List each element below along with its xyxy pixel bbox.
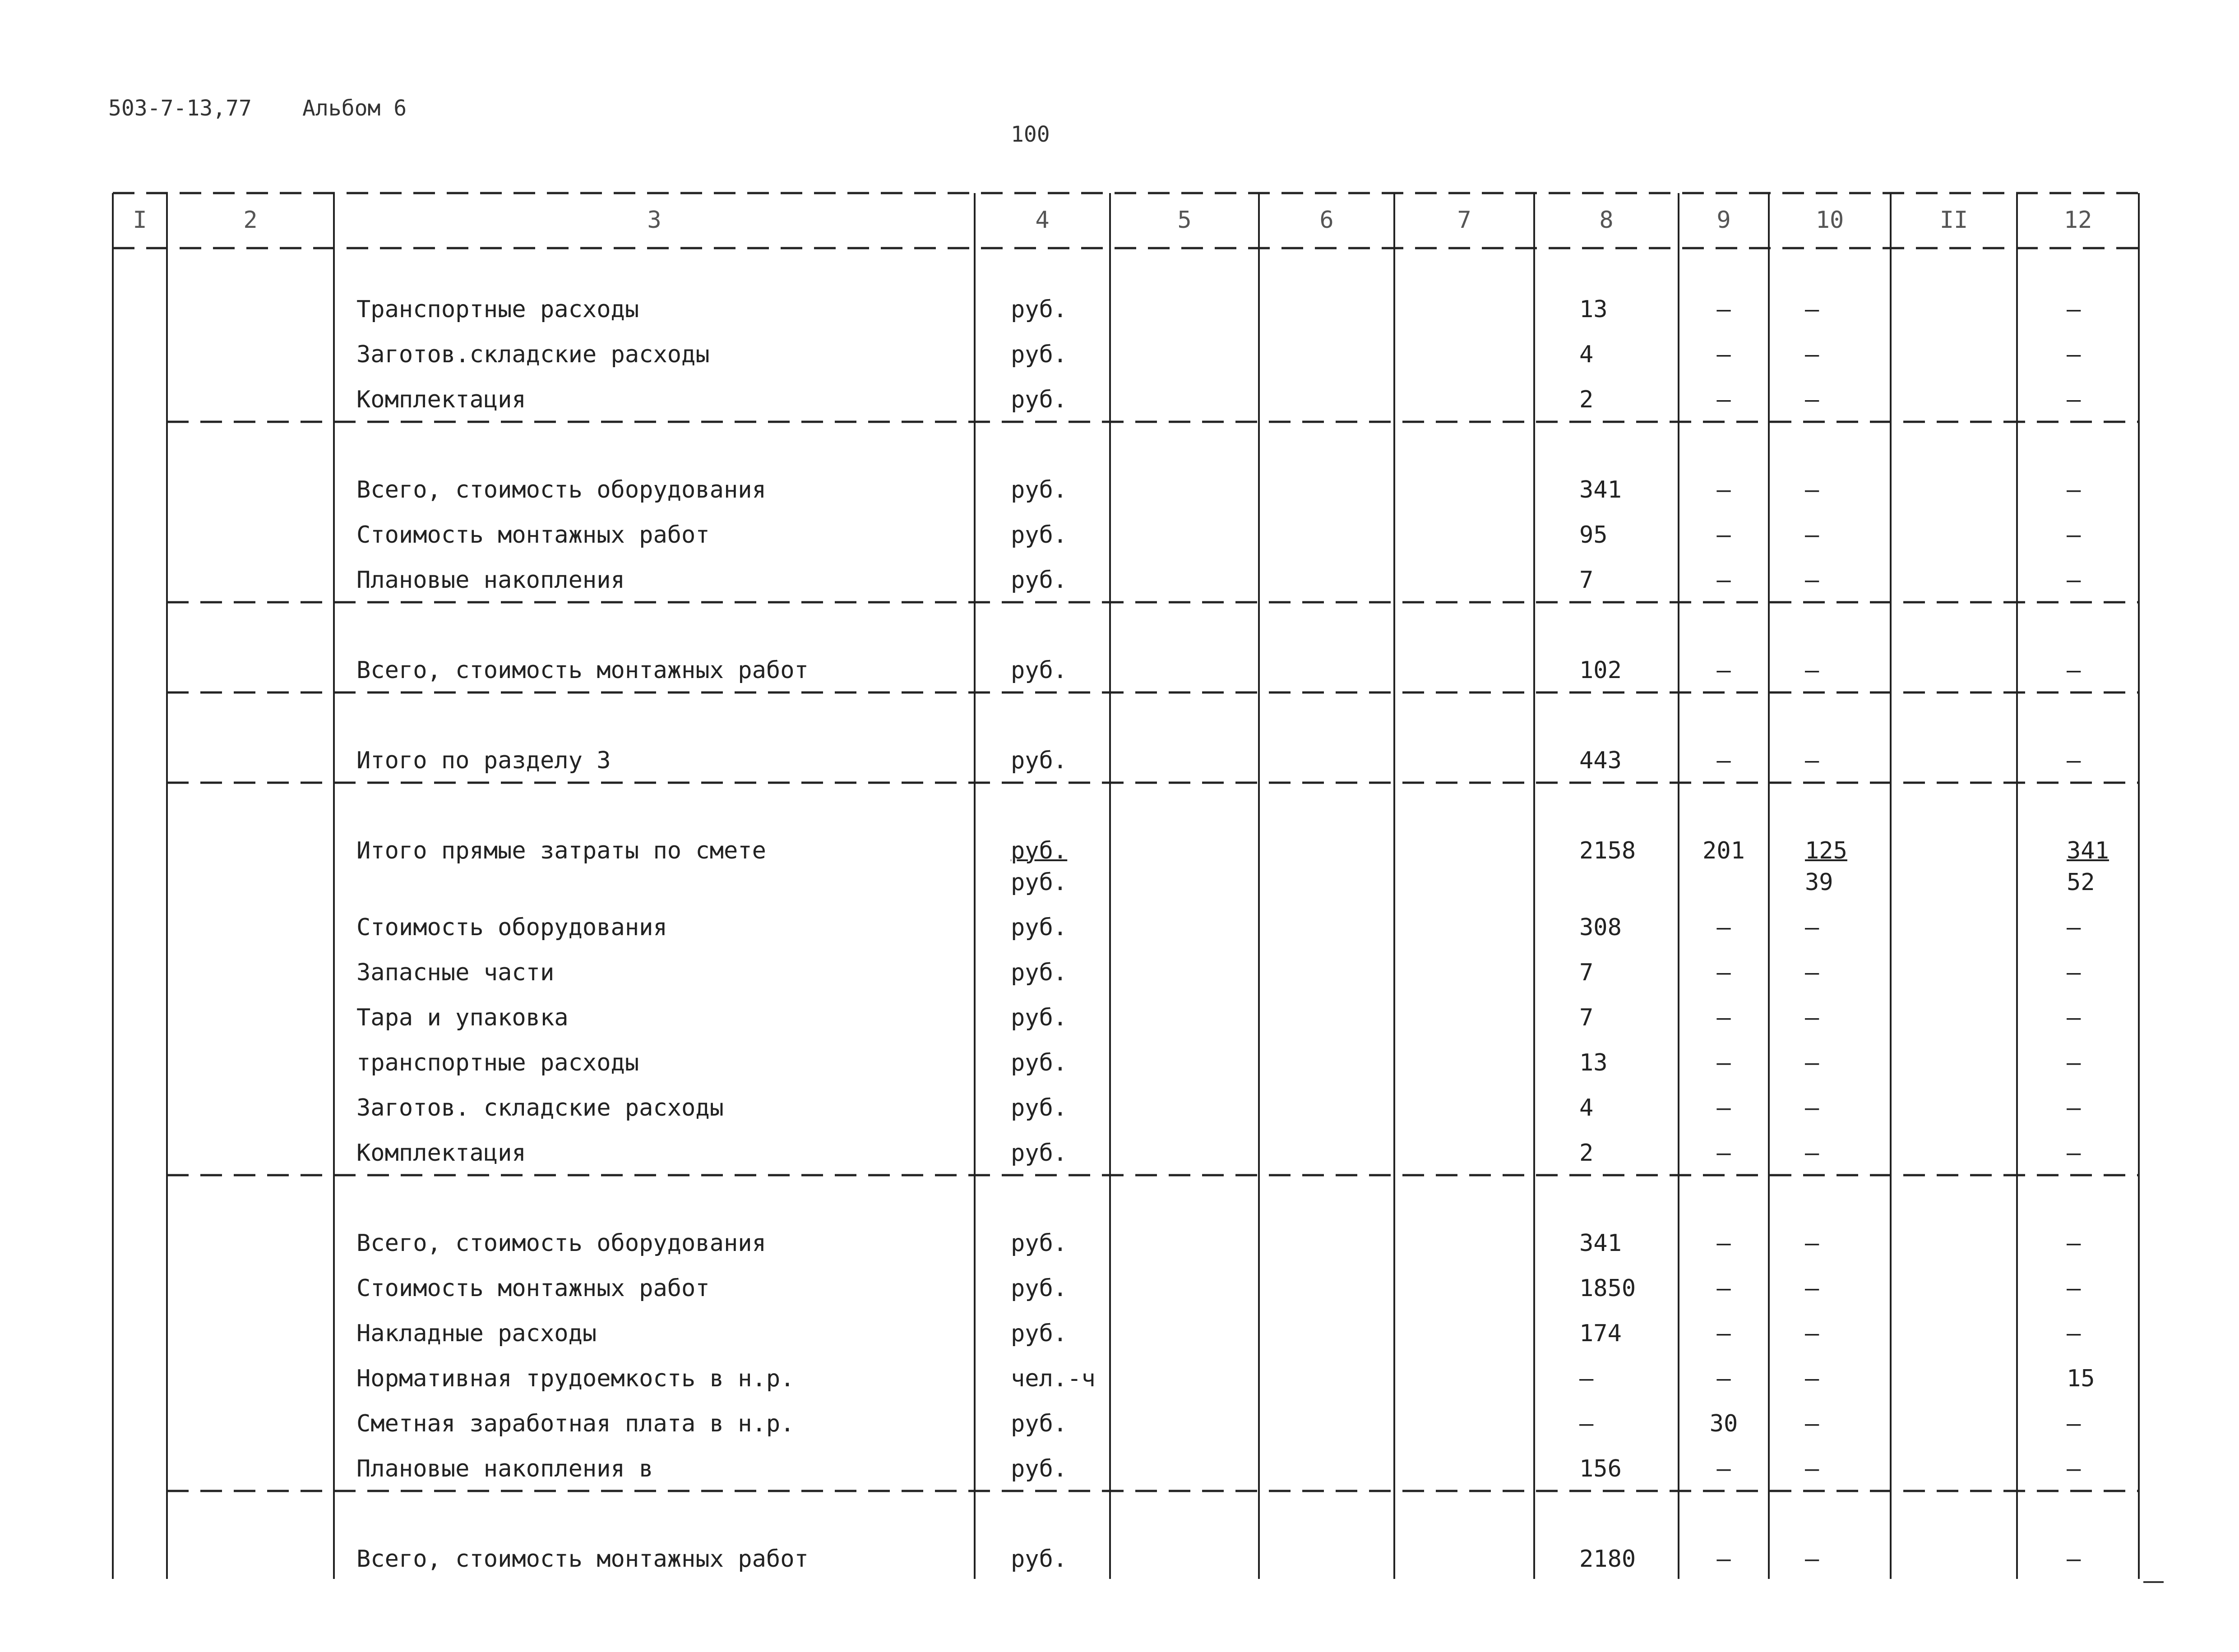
item-name: Плановые накопления — [356, 567, 625, 594]
col9-value: – — [1716, 959, 1731, 986]
col8-value: 4 — [1579, 1094, 1594, 1121]
page-end-mark — [2143, 1581, 2164, 1583]
col12-value: – — [2067, 1230, 2081, 1257]
col8-value: 2180 — [1579, 1546, 1636, 1573]
col9-value: – — [1716, 567, 1731, 594]
col10-value: – — [1805, 1004, 1819, 1031]
col9-value: – — [1716, 1365, 1731, 1392]
col8-value: 341 — [1579, 1230, 1622, 1257]
unit-cell: руб. — [1011, 914, 1068, 941]
col9-value: – — [1716, 1275, 1731, 1302]
col10-value: – — [1805, 1094, 1819, 1121]
col12-value: – — [2067, 1320, 2081, 1347]
col10-value: 125 — [1805, 837, 1847, 864]
col8-value: 2 — [1579, 1140, 1594, 1167]
col8-value: 95 — [1579, 521, 1608, 549]
item-name: Тара и упаковка — [356, 1004, 569, 1031]
col10-value: – — [1805, 1410, 1819, 1437]
col12-value: – — [2067, 386, 2081, 413]
unit-cell: руб. — [1011, 837, 1068, 864]
col10-value: – — [1805, 476, 1819, 503]
item-name: Итого прямые затраты по смете — [356, 837, 766, 864]
item-name: Комплектация — [356, 386, 526, 413]
unit-cell: руб. — [1011, 1410, 1068, 1437]
col10-value: – — [1805, 521, 1819, 549]
col9-value: – — [1716, 1230, 1731, 1257]
col8-value: – — [1579, 1410, 1594, 1437]
unit-cell: руб. — [1011, 1094, 1068, 1121]
item-name: Заготов. складские расходы — [356, 1094, 724, 1121]
column-number: 10 — [1815, 207, 1844, 234]
col10-value: – — [1805, 914, 1819, 941]
col9-value: – — [1716, 476, 1731, 503]
col12-value: – — [2067, 521, 2081, 549]
item-name: Итого по разделу 3 — [356, 747, 611, 774]
col9-value: – — [1716, 1546, 1731, 1573]
unit-cell: руб. — [1011, 1275, 1068, 1302]
col8-value: 156 — [1579, 1455, 1622, 1482]
item-name: Накладные расходы — [356, 1320, 597, 1347]
col10-value: – — [1805, 959, 1819, 986]
col12-value: 52 — [2067, 869, 2095, 896]
col10-value: – — [1805, 1365, 1819, 1392]
col10-value: – — [1805, 1546, 1819, 1573]
col12-value: – — [2067, 747, 2081, 774]
col10-value: – — [1805, 1455, 1819, 1482]
column-number: 4 — [1035, 207, 1050, 234]
col12-value: – — [2067, 476, 2081, 503]
column-number: 8 — [1599, 207, 1614, 234]
col12-value: – — [2067, 1546, 2081, 1573]
document-code: 503-7-13,77 — [108, 96, 252, 121]
unit-cell: руб. — [1011, 476, 1068, 503]
col8-value: 1850 — [1579, 1275, 1636, 1302]
item-name: Запасные части — [356, 959, 555, 986]
unit-cell: руб. — [1011, 657, 1068, 684]
col12-value: – — [2067, 1140, 2081, 1167]
column-number: 6 — [1319, 207, 1334, 234]
col9-value: 201 — [1702, 837, 1745, 864]
item-name: Всего, стоимость монтажных работ — [356, 657, 809, 684]
item-name: Заготов.складские расходы — [356, 341, 710, 368]
col9-value: – — [1716, 747, 1731, 774]
col8-value: 308 — [1579, 914, 1622, 941]
unit-cell: руб. — [1011, 341, 1068, 368]
item-name: Стоимость монтажных работ — [356, 521, 710, 549]
col12-value: – — [2067, 1004, 2081, 1031]
column-number: 2 — [243, 207, 258, 234]
col8-value: 341 — [1579, 476, 1622, 503]
col12-value: – — [2067, 296, 2081, 323]
unit-cell: руб. — [1011, 567, 1068, 594]
col8-value: 2 — [1579, 386, 1594, 413]
column-number: I — [133, 207, 147, 234]
item-name: Комплектация — [356, 1140, 526, 1167]
unit-cell: руб. — [1011, 521, 1068, 549]
unit-cell: руб. — [1011, 747, 1068, 774]
col9-value: – — [1716, 341, 1731, 368]
col10-value: – — [1805, 341, 1819, 368]
col8-value: 7 — [1579, 1004, 1594, 1031]
col12-value: 15 — [2067, 1365, 2095, 1392]
col12-value: – — [2067, 567, 2081, 594]
col12-value: – — [2067, 1049, 2081, 1076]
col12-value: – — [2067, 959, 2081, 986]
item-name: Всего, стоимость оборудования — [356, 476, 766, 503]
unit-cell: руб. — [1011, 1230, 1068, 1257]
item-name: Стоимость монтажных работ — [356, 1275, 710, 1302]
col12-value: – — [2067, 1275, 2081, 1302]
unit-cell: руб. — [1011, 1546, 1068, 1573]
col8-value: 2158 — [1579, 837, 1636, 864]
col10-value: – — [1805, 386, 1819, 413]
column-number: II — [1939, 207, 1968, 234]
col8-value: 13 — [1579, 1049, 1608, 1076]
unit-cell: руб. — [1011, 959, 1068, 986]
col12-value: – — [2067, 341, 2081, 368]
col9-value: – — [1716, 296, 1731, 323]
column-number: 9 — [1716, 207, 1731, 234]
item-name: Сметная заработная плата в н.р. — [356, 1410, 795, 1437]
col8-value: 174 — [1579, 1320, 1622, 1347]
col10-value: – — [1805, 747, 1819, 774]
unit-cell: руб. — [1011, 1320, 1068, 1347]
col9-value: – — [1716, 1140, 1731, 1167]
col12-value: – — [2067, 914, 2081, 941]
col12-value: – — [2067, 1455, 2081, 1482]
col10-value: – — [1805, 1230, 1819, 1257]
col9-value: 30 — [1709, 1410, 1738, 1437]
col10-value: – — [1805, 296, 1819, 323]
album-label: Альбом 6 — [302, 96, 407, 121]
item-name: Транспортные расходы — [356, 296, 639, 323]
column-number: 5 — [1177, 207, 1192, 234]
col9-value: – — [1716, 1094, 1731, 1121]
col12-value: 341 — [2067, 837, 2109, 864]
col10-value: – — [1805, 657, 1819, 684]
item-name: транспортные расходы — [356, 1049, 639, 1076]
col12-value: – — [2067, 1094, 2081, 1121]
unit-cell: руб. — [1011, 1455, 1068, 1482]
item-name: Плановые накопления в — [356, 1455, 653, 1482]
col9-value: – — [1716, 1320, 1731, 1347]
unit-cell: руб. — [1011, 296, 1068, 323]
col8-value: 7 — [1579, 567, 1594, 594]
item-name: Всего, стоимость монтажных работ — [356, 1546, 809, 1573]
col8-value: 443 — [1579, 747, 1622, 774]
column-number: 7 — [1457, 207, 1471, 234]
col10-value: – — [1805, 567, 1819, 594]
unit-cell: руб. — [1011, 386, 1068, 413]
page-number: 100 — [1011, 122, 1050, 147]
col8-value: 7 — [1579, 959, 1594, 986]
item-name: Нормативная трудоемкость в н.р. — [356, 1365, 795, 1392]
col8-value: 13 — [1579, 296, 1608, 323]
item-name: Стоимость оборудования — [356, 914, 667, 941]
col12-value: – — [2067, 657, 2081, 684]
col9-value: – — [1716, 1049, 1731, 1076]
unit-cell: руб. — [1011, 869, 1068, 896]
col10-value: – — [1805, 1049, 1819, 1076]
unit-cell: чел.-ч — [1011, 1365, 1096, 1392]
col8-value: 102 — [1579, 657, 1622, 684]
unit-cell: руб. — [1011, 1140, 1068, 1167]
col9-value: – — [1716, 1004, 1731, 1031]
col10-value: – — [1805, 1320, 1819, 1347]
col8-value: – — [1579, 1365, 1594, 1392]
col9-value: – — [1716, 914, 1731, 941]
col10-value: 39 — [1805, 869, 1833, 896]
column-number: 3 — [647, 207, 662, 234]
unit-cell: руб. — [1011, 1004, 1068, 1031]
col12-value: – — [2067, 1410, 2081, 1437]
item-name: Всего, стоимость оборудования — [356, 1230, 766, 1257]
col9-value: – — [1716, 657, 1731, 684]
col10-value: – — [1805, 1140, 1819, 1167]
col9-value: – — [1716, 521, 1731, 549]
col8-value: 4 — [1579, 341, 1594, 368]
column-number: 12 — [2063, 207, 2092, 234]
col9-value: – — [1716, 1455, 1731, 1482]
col9-value: – — [1716, 386, 1731, 413]
unit-cell: руб. — [1011, 1049, 1068, 1076]
col10-value: – — [1805, 1275, 1819, 1302]
